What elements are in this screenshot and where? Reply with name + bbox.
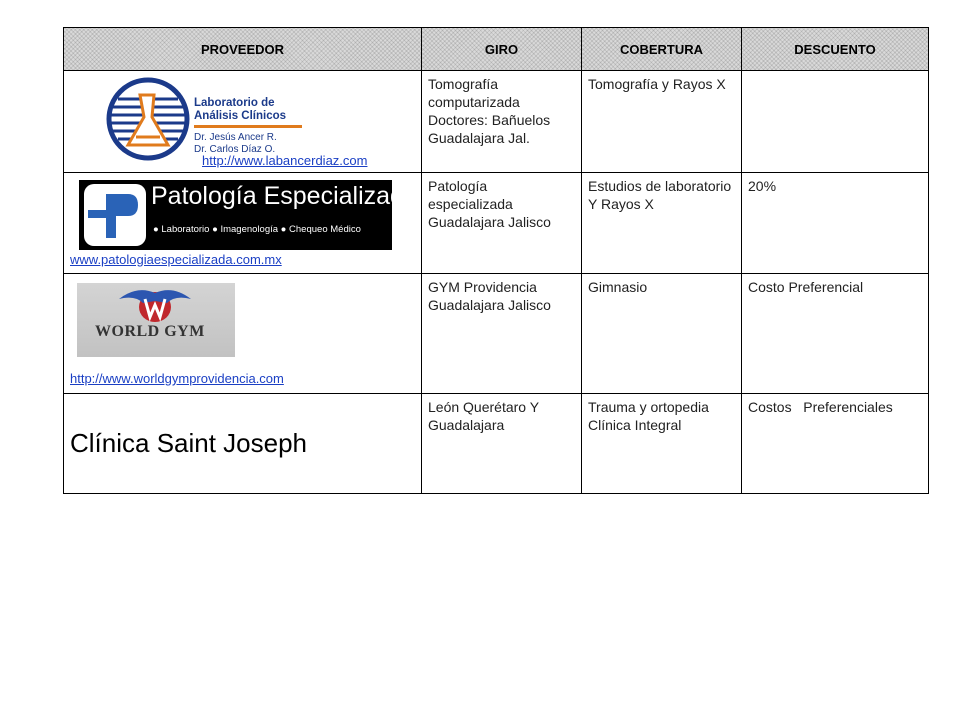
provider-cell (64, 394, 422, 494)
lab-logo-doctors: Dr. Jesús Ancer R. Dr. Carlos Díaz O. (194, 132, 277, 155)
cobertura-cell: Estudios de laboratorio Y Rayos X (582, 173, 742, 274)
world-gym-logo (77, 283, 235, 357)
cobertura-cell: Gimnasio (582, 274, 742, 394)
patologia-logo-name: Patología Especializada (151, 182, 418, 210)
descuento-cell: Costos Preferenciales (742, 394, 929, 494)
patologia-emblem-icon (82, 182, 148, 248)
giro-cell: Tomografía computarizada Doctores: Bañuelos Guadalajara Jal. (422, 71, 582, 173)
clinica-saint-joseph-name: Clínica Saint Joseph (70, 428, 308, 458)
lab-emblem-icon (106, 77, 190, 161)
world-gym-link[interactable]: http://www.worldgymprovidencia.com (70, 371, 284, 386)
patologia-logo-services: ● Laboratorio ● Imagenología ● Chequeo Médico (153, 224, 361, 235)
giro-cell: León Querétaro Y Guadalajara (422, 394, 582, 494)
lab-logo-divider (194, 125, 302, 128)
descuento-cell: Costo Preferencial (742, 274, 929, 394)
table-row (64, 71, 929, 173)
table-row (64, 394, 929, 494)
giro-cell: GYM Providencia Guadalajara Jalisco (422, 274, 582, 394)
header-giro: GIRO (422, 28, 582, 71)
header-cobertura: COBERTURA (582, 28, 742, 71)
lab-logo-title: Laboratorio de Análisis Clínicos (194, 97, 287, 122)
provider-cell (64, 173, 422, 274)
lab-ancer-diaz-logo (106, 79, 306, 159)
giro-cell: Patología especializada Guadalajara Jalisco (422, 173, 582, 274)
table-row (64, 173, 929, 274)
providers-table (63, 27, 929, 494)
provider-cell (64, 71, 422, 173)
provider-cell (64, 274, 422, 394)
patologia-especializada-logo (79, 180, 418, 250)
cobertura-cell: Trauma y ortopedia Clínica Integral (582, 394, 742, 494)
header-descuento: DESCUENTO (742, 28, 929, 71)
world-gym-logo-name: WORLD GYM (95, 323, 205, 340)
patologia-especializada-link[interactable]: www.patologiaespecializada.com.mx (70, 252, 282, 267)
lab-ancer-diaz-link[interactable]: http://www.labancerdiaz.com (202, 153, 368, 168)
header-row (64, 28, 929, 71)
table-row (64, 274, 929, 394)
descuento-cell: 20% (742, 173, 929, 274)
header-proveedor: PROVEEDOR (64, 28, 422, 71)
cobertura-cell: Tomografía y Rayos X (582, 71, 742, 173)
descuento-cell (742, 71, 929, 173)
